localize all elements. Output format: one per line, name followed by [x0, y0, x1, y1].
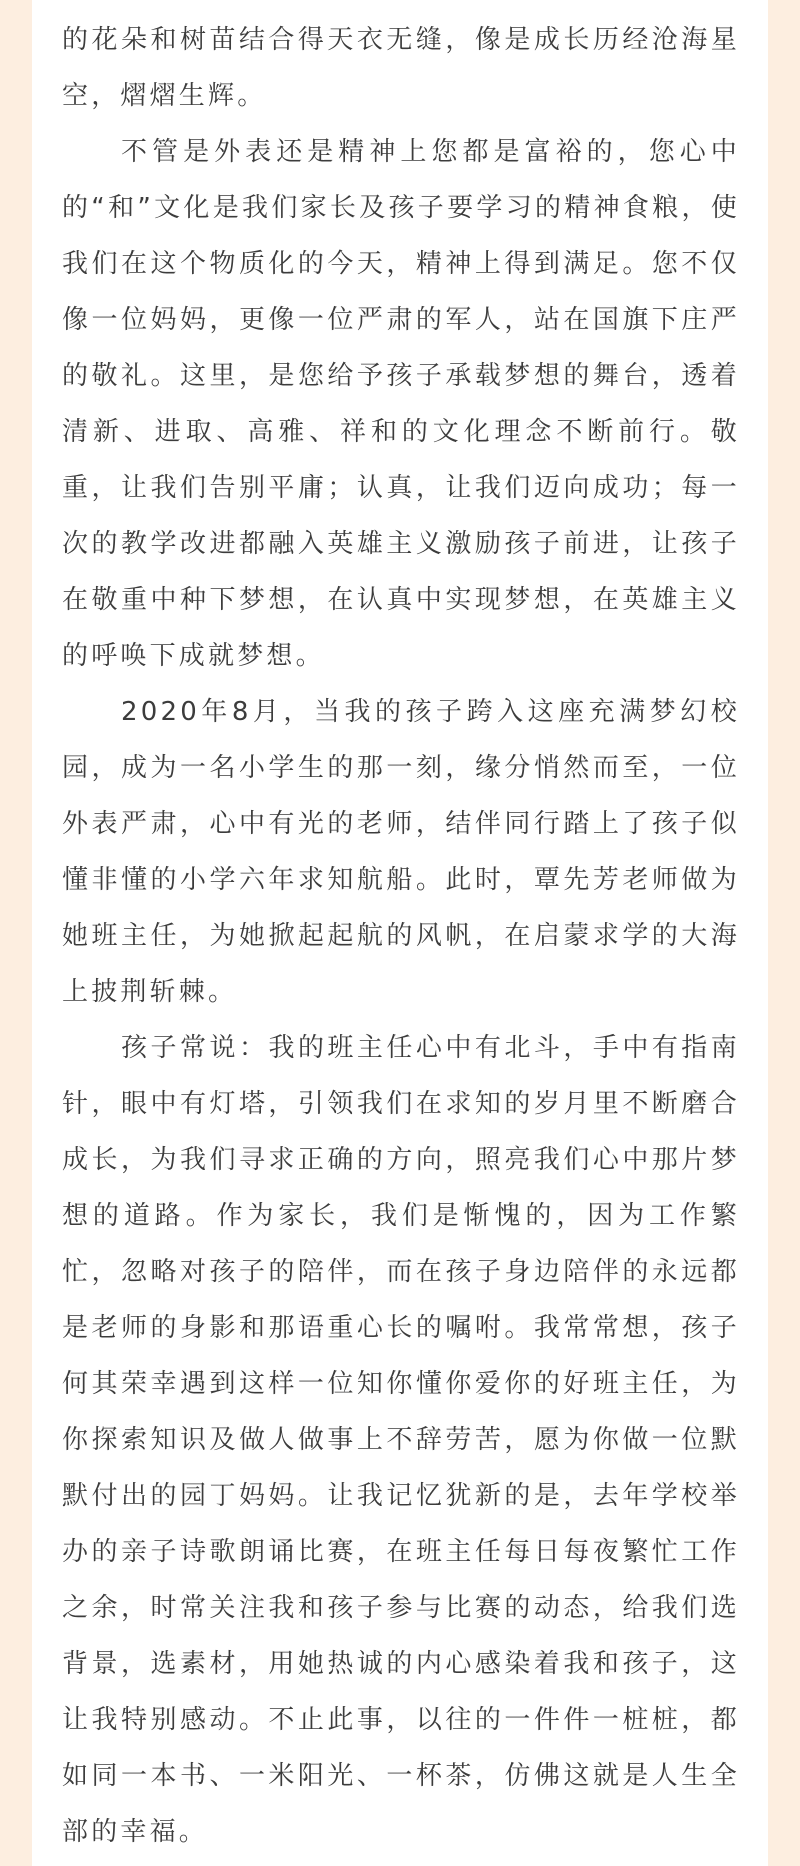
- article-paragraph: 的花朵和树苗结合得天衣无缝，像是成长历经沧海星空，熠熠生辉。: [62, 25, 740, 111]
- article-body: [62, 0, 740, 1860]
- article-paragraph: 2020年8月，当我的孩子跨入这座充满梦幻校园，成为一名小学生的那一刻，缘分悄然而至，一位外表严肃，心中有光的老师，结伴同行踏上了孩子似懂非懂的小学六年求知航船。此时，覃先芳老师做为她班主任，为她掀起起航的风帆，在启蒙求学的大海上披荆斩棘。: [62, 697, 740, 1007]
- article-panel: [32, 0, 768, 1866]
- article-paragraph: 孩子常说：我的班主任心中有北斗，手中有指南针，眼中有灯塔，引领我们在求知的岁月里不断磨合成长，为我们寻求正确的方向，照亮我们心中那片梦想的道路。作为家长，我们是惭愧的，因为工作繁忙，忽略对孩子的陪伴，而在孩子身边陪伴的永远都是老师的身影和那语重心长的嘱咐。我常常想，孩子何其荣幸遇到这样一位知你懂你爱你的好班主任，为你探索知识及做人做事上不辞劳苦，愿为你做一位默默付出的园丁妈妈。让我记忆犹新的是，去年学校举办的亲子诗歌朗诵比赛，在班主任每日每夜繁忙工作之余，时常关注我和孩子参与比赛的动态，给我们选背景，选素材，用她热诚的内心感染着我和孩子，这让我特别感动。不止此事，以往的一件件一桩桩，都如同一本书、一米阳光、一杯茶，仿佛这就是人生全部的幸福。: [62, 1033, 740, 1847]
- article-paragraph: 不管是外表还是精神上您都是富裕的，您心中的“和”文化是我们家长及孩子要学习的精神食粮，使我们在这个物质化的今天，精神上得到满足。您不仅像一位妈妈，更像一位严肃的军人，站在国旗下庄严的敬礼。这里，是您给予孩子承载梦想的舞台，透着清新、进取、高雅、祥和的文化理念不断前行。敬重，让我们告别平庸；认真，让我们迈向成功；每一次的教学改进都融入英雄主义激励孩子前进，让孩子在敬重中种下梦想，在认真中实现梦想，在英雄主义的呼唤下成就梦想。: [62, 137, 740, 671]
